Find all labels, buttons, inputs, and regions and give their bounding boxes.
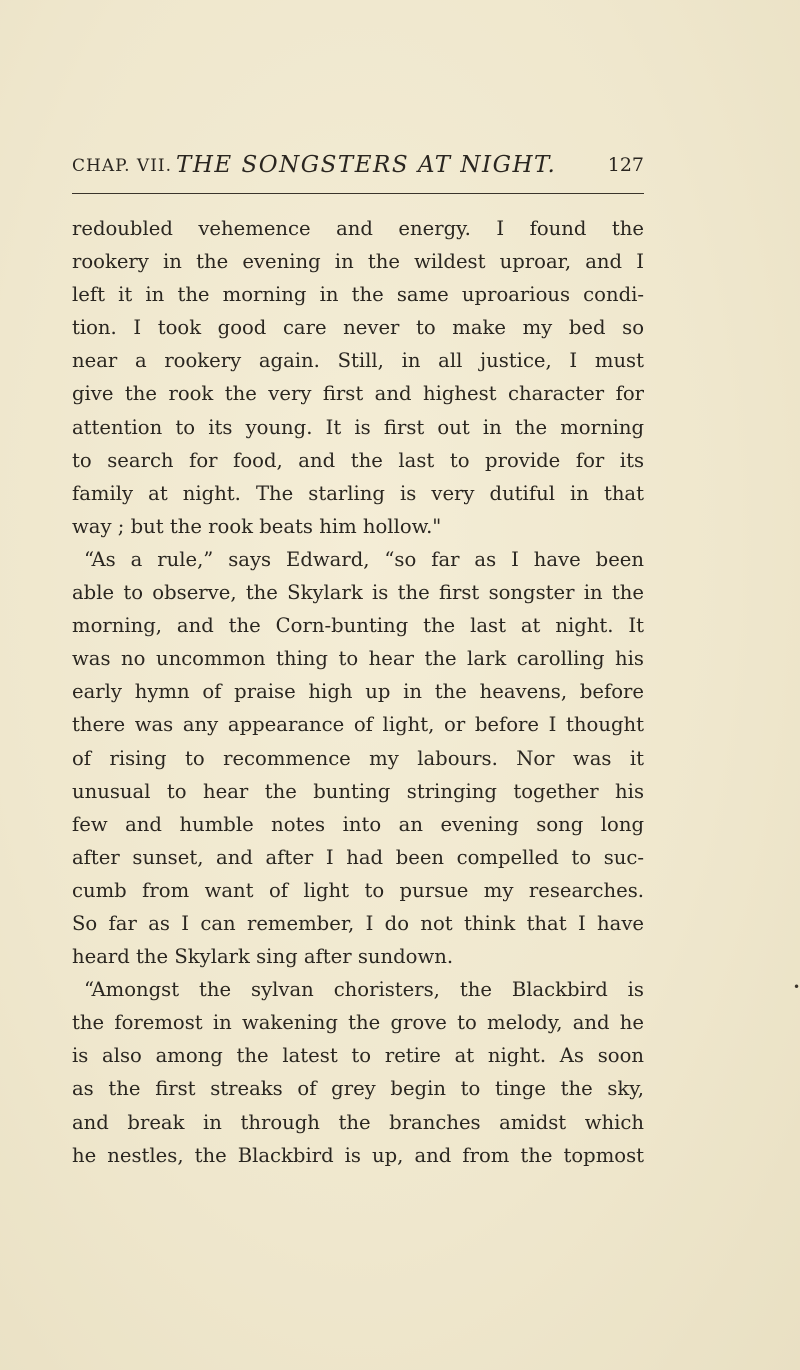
text-line: the foremost in wakening the grove to melody, and he xyxy=(72,1011,644,1035)
text-line: heard the Skylark sing after sundown. xyxy=(72,945,454,969)
text-line: So far as I can remember, I do not think that I have xyxy=(72,911,644,935)
page-number: 127 xyxy=(607,154,644,176)
running-title: THE SONGSTERS AT NIGHT. xyxy=(176,152,557,178)
text-line: left it in the morning in the same uproarious condi- xyxy=(72,283,644,307)
text-line: few and humble notes into an evening song long xyxy=(72,812,644,836)
text-line: morning, and the Corn-bunting the last at night. It xyxy=(72,614,644,638)
text-line: early hymn of praise high up in the heavens, before xyxy=(72,680,644,704)
text-line: is also among the latest to retire at night. As soon xyxy=(72,1044,644,1068)
text-line: able to observe, the Skylark is the first songster in the xyxy=(72,581,644,605)
text-line: way ; but the rook beats him hollow." xyxy=(72,514,442,538)
text-line: tion. I took good care never to make my bed so xyxy=(72,316,644,340)
text-line: cumb from want of light to pursue my researches. xyxy=(72,878,644,902)
text-line: unusual to hear the bunting stringing together his xyxy=(72,779,644,803)
text-line: he nestles, the Blackbird is up, and from the topmost xyxy=(72,1143,644,1167)
text-line: attention to its young. It is first out in the morning xyxy=(72,415,644,439)
running-header xyxy=(72,146,644,182)
text-line: was no uncommon thing to hear the lark carolling his xyxy=(72,647,644,671)
header-rule xyxy=(72,193,644,194)
body-text xyxy=(72,212,644,1172)
text-line: after sunset, and after I had been compelled to suc- xyxy=(72,845,644,869)
text-line: give the rook the very first and highest character for xyxy=(72,382,644,406)
text-line: near a rookery again. Still, in all justice, I must xyxy=(72,349,644,373)
text-line: to search for food, and the last to provide for its xyxy=(72,448,644,472)
text-line: of rising to recommence my labours. Nor was it xyxy=(72,746,644,770)
text-line: “As a rule,” says Edward, “so far as I have been xyxy=(84,547,644,571)
text-line: redoubled vehemence and energy. I found the xyxy=(72,217,644,240)
text-line: rookery in the evening in the wildest uproar, and I xyxy=(72,250,644,274)
margin-mark: • xyxy=(793,980,800,994)
text-line: and break in through the branches amidst which xyxy=(72,1110,644,1134)
text-line: “Amongst the sylvan choristers, the Blackbird is xyxy=(84,978,644,1002)
chapter-label: CHAP. VII. xyxy=(72,156,173,176)
text-line: there was any appearance of light, or before I thought xyxy=(72,713,644,737)
text-line: as the first streaks of grey begin to tinge the sky, xyxy=(72,1077,644,1101)
text-line: family at night. The starling is very dutiful in that xyxy=(72,481,644,505)
